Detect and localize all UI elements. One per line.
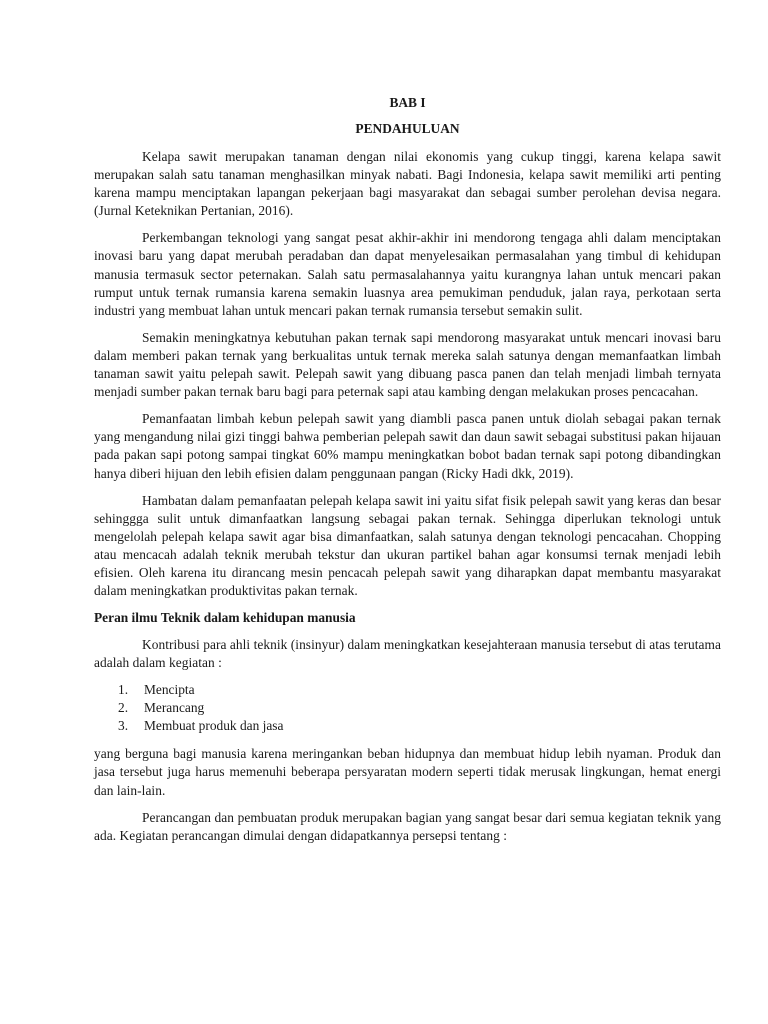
paragraph-1: Kelapa sawit merupakan tanaman dengan nilai ekonomis yang cukup tinggi, karena kelapa sawit merupakan salah satu tanaman menghasilkan minyak nabati. Bagi Indonesia, kelapa sawit memiliki arti penting karena mampu menciptakan lapangan pekerjaan bagi masyarakat dan sebagai sumber perolehan devisa negara. (Jurnal Keteknikan Pertanian, 2016).	[94, 149, 721, 219]
paragraph-5: Hambatan dalam pemanfaatan pelepah kelapa sawit ini yaitu sifat fisik pelepah sawit yang keras dan besar sehinggga sulit untuk dimanfaatkan langsung sebagai pakan ternak. Sehingga diperlukan teknologi untuk mengelolah pelepah kelapa sawit agar bisa dimanfaatkan, salah satunya dengan teknologi pencacahan. Chopping atau mencacah adalah teknik merubah tekstur dan ukuran partikel bahan agar konsumsi ternak menjadi lebih efisien. Oleh karena itu dirancang mesin pencacah pelepah sawit yang diharapkan dapat membantu masyarakat dalam meningkatkan produktivitas pakan ternak.	[94, 492, 721, 599]
paragraph-4: Pemanfaatan limbah kebun pelepah sawit yang diambli pasca panen untuk diolah sebagai pakan ternak yang mengandung nilai gizi tinggi bahwa pemberian pelepah sawit dan daun sawit sebagai substitusi pakan hijauan pada pakan sapi potong sampai tingkat 60% mampu meningkatkan bobot badan ternak sapi potong dibandingkan hanya diberi hijuan den lebih efisien dalam penggunaan pangan (Ricky Hadi dkk, 2019).	[94, 411, 721, 481]
list-text: Mencipta	[144, 682, 195, 698]
document-page	[94, 94, 721, 854]
list-number: 2.	[118, 700, 129, 716]
list-item	[94, 681, 721, 699]
after-list-paragraph: yang berguna bagi manusia karena meringankan beban hidupnya dan membuat hidup lebih nyaman. Produk dan jasa tersebut juga harus memenuhi beberapa persyaratan modern seperti tidak merusak lingkungan, hemat energi dan lain-lain.	[94, 746, 721, 798]
section-heading: Peran ilmu Teknik dalam kehidupan manusia	[94, 610, 356, 626]
list-item	[94, 699, 721, 717]
chapter-label: BAB I	[389, 95, 426, 110]
list-number: 3.	[118, 718, 129, 734]
paragraph-3: Semakin meningkatnya kebutuhan pakan ternak sapi mendorong masyarakat untuk mencari inovasi baru dalam memberi pakan ternak yang berkualitas untuk ternak mereka salah satunya dengan memanfaatkan limbah tanaman sawit yaitu pelepah sawit. Pelepah sawit yang dibuang pasca panen dan telah menjadi limbah ternyata menjadi sumber pakan ternak baru bagi para peternak sapi atau kambing dengan melakukan proses pencacahan.	[94, 329, 721, 400]
list-item	[94, 717, 721, 735]
closing-paragraph: Perancangan dan pembuatan produk merupakan bagian yang sangat besar dari semua kegiatan teknik yang ada. Kegiatan perancangan dimulai dengan didapatkannya persepsi tentang :	[94, 809, 721, 843]
chapter-title: PENDAHULUAN	[355, 121, 460, 136]
paragraph-2: Perkembangan teknologi yang sangat pesat akhir-akhir ini mendorong tengaga ahli dalam menciptakan inovasi baru yang dapat merubah peradaban dan dapat menyelesaikan permasalahan yang timbul di kehidupan manusia termasuk sector peternakan. Salah satu permasalahannya yaitu kurangnya lahan untuk mencari pakan rumput untuk ternak rumansia karena semakin luasnya area pemukiman penduduk, jalan raya, perkotaan serta industri yang membuat lahan untuk mencari pakan ternak rumansia tersebut semakin sulit.	[94, 230, 721, 318]
list-text: Merancang	[144, 700, 205, 716]
list-number: 1.	[118, 682, 129, 698]
list-text: Membuat produk dan jasa	[144, 718, 284, 734]
section-intro: Kontribusi para ahli teknik (insinyur) dalam meningkatkan kesejahteraan manusia tersebut di atas terutama adalah dalam kegiatan :	[94, 637, 721, 671]
activity-list	[94, 681, 721, 735]
